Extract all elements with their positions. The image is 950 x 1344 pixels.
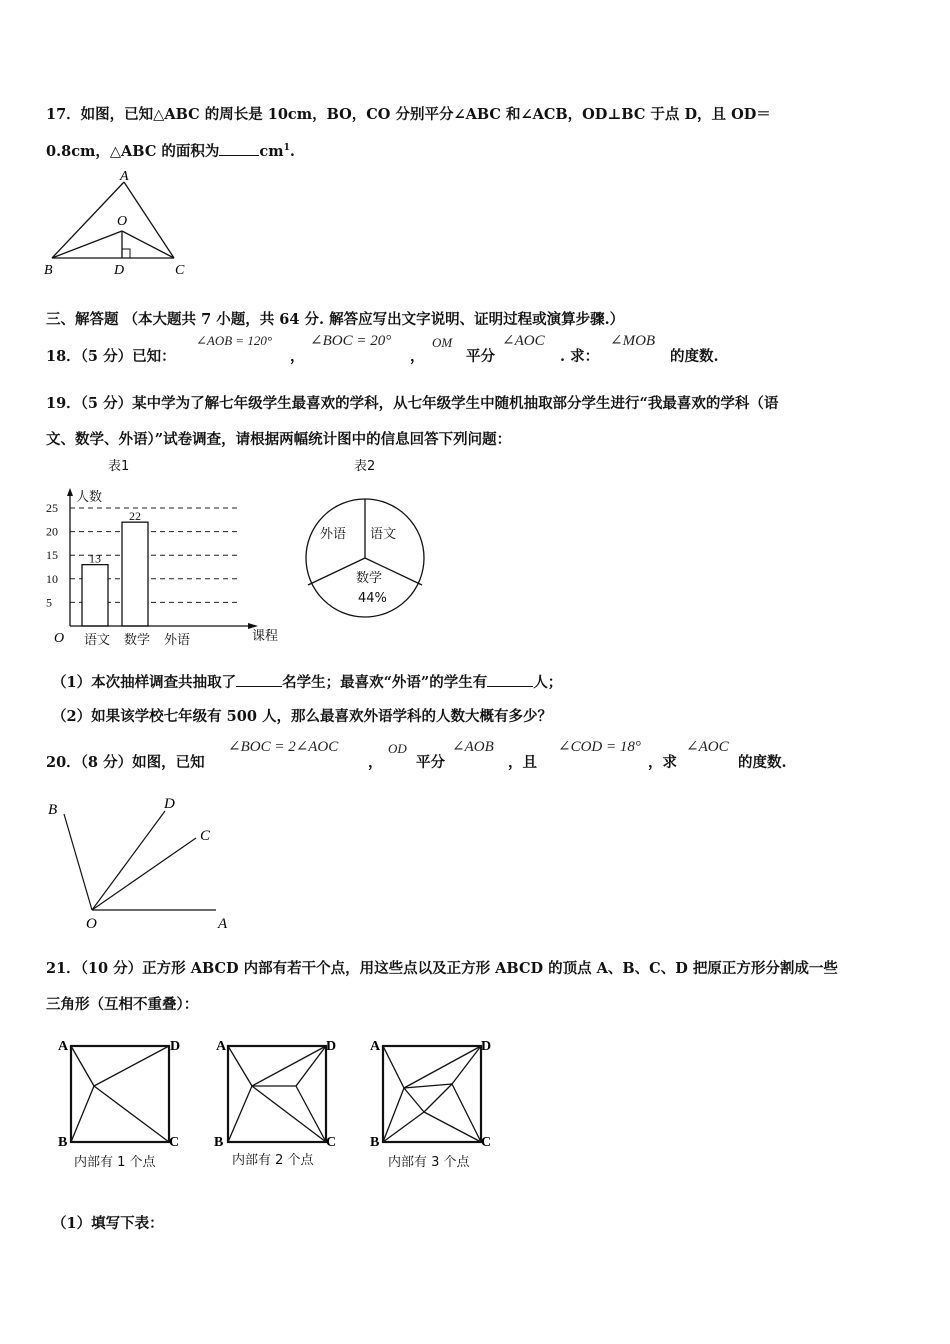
q19-sub1-a: （1）本次抽样调查共抽取了 xyxy=(52,674,237,691)
vertex-label-a: A xyxy=(370,1039,381,1054)
square-figure-1 xyxy=(56,1034,196,1174)
q18-angle-boc: ∠BOC = 20° xyxy=(310,333,392,349)
vertex-label-c: C xyxy=(169,1135,180,1150)
q19-sub1-c: 人； xyxy=(533,674,563,691)
y-axis-arrow-icon xyxy=(67,488,73,496)
bar xyxy=(82,565,108,626)
pie-chart xyxy=(300,452,440,624)
q18-sep2: ， xyxy=(410,348,425,365)
square-caption-1: 内部有 1 个点 xyxy=(74,1155,156,1170)
q20-angle-aob: ∠AOB xyxy=(452,739,494,755)
vertex-label-a: A xyxy=(216,1039,227,1054)
q19-line2: 文、数学、外语）”试卷调查，请根据两幅统计图中的信息回答下列问题： xyxy=(46,431,512,448)
q20-od: OD xyxy=(388,741,407,756)
q20-and: ，且 xyxy=(508,754,537,771)
vertex-label-b: B xyxy=(58,1135,68,1150)
q17-unit: cm xyxy=(259,143,284,160)
q20-angle-boc: ∠BOC = 2∠AOC xyxy=(228,739,339,755)
q20-find: ，求 xyxy=(648,754,677,771)
vertex-label-b: B xyxy=(44,263,53,278)
vertex-label-a: A xyxy=(120,169,129,184)
vertex-label-c: C xyxy=(175,263,185,278)
q17-triangle-figure xyxy=(40,168,200,280)
bar-value-label: 22 xyxy=(129,509,141,524)
vertex-label-b: B xyxy=(214,1135,224,1150)
q18-bisect: 平分 xyxy=(466,348,495,365)
square-figure-2 xyxy=(212,1034,352,1174)
vertex-label-c: C xyxy=(326,1135,337,1150)
q20-bisect: 平分 xyxy=(416,754,445,771)
vertex-label-d: D xyxy=(326,1039,337,1054)
point-label-o: O xyxy=(117,214,128,229)
q17-line1: 17．如图，已知△ABC 的周长是 10cm，BO，CO 分别平分∠ABC 和∠ACB，OD⊥BC 于点 D，且 OD＝ xyxy=(46,106,771,123)
vertex-label-o: O xyxy=(86,916,97,932)
q18-angle-aoc: ∠AOC xyxy=(502,333,545,349)
y-tick-label: 5 xyxy=(46,595,52,610)
q21-line1: 21．（10 分）正方形 ABCD 内部有若干个点，用这些点以及正方形 ABCD 的顶点 A、B、C、D 把原正方形分割成一些 xyxy=(46,960,838,977)
answer-blank xyxy=(236,672,282,687)
q20-angle-cod: ∠COD = 18° xyxy=(558,739,641,755)
pie-chart-title: 表2 xyxy=(354,459,376,474)
pie-label-waiyu: 外语 xyxy=(320,527,347,542)
x-tick-label: 外语 xyxy=(163,633,191,648)
bar xyxy=(122,522,148,626)
q19-sub1 xyxy=(52,671,562,692)
section-heading: 三、解答题 （本大题共 7 小题，共 64 分. 解答应写出文字说明、证明过程或演算步骤.） xyxy=(46,311,625,328)
ray-label-d: D xyxy=(164,796,175,812)
pie-label-shuxue: 数学 xyxy=(356,571,383,586)
q20-angle-aoc: ∠AOC xyxy=(686,739,729,755)
ray-label-a: A xyxy=(218,916,228,932)
pie-percent-shuxue: 44% xyxy=(358,591,387,606)
q17-end: . xyxy=(289,143,295,160)
vertex-label-d: D xyxy=(481,1039,492,1054)
x-tick-label: 语文 xyxy=(83,633,111,648)
q18-angle-mob: ∠MOB xyxy=(610,333,656,349)
q18-end: 的度数. xyxy=(670,348,719,365)
vertex-label-a: A xyxy=(58,1039,69,1054)
x-tick-label: 数学 xyxy=(123,633,151,648)
q18-sep1: ， xyxy=(290,348,305,365)
origin-label: O xyxy=(54,631,65,646)
q19-line1: 19．（5 分）某中学为了解七年级学生最喜欢的学科，从七年级学生中随机抽取部分学生进行“我最喜欢的学科（语 xyxy=(46,395,779,412)
q19-sub1-b: 名学生；最喜欢“外语”的学生有 xyxy=(282,674,488,691)
q18-angle-aob: ∠AOB = 120° xyxy=(196,333,273,348)
q20-end: 的度数. xyxy=(738,754,787,771)
q19-sub2: （2）如果该学校七年级有 500 人，那么最喜欢外语学科的人数大概有多少？ xyxy=(52,708,552,725)
q21-line2: 三角形（互相不重叠）： xyxy=(46,996,199,1013)
point-label-d: D xyxy=(114,263,125,278)
ray-label-b: B xyxy=(48,802,58,818)
q18-prefix: 18．（5 分）已知： xyxy=(46,348,176,365)
vertex-label-d: D xyxy=(170,1039,181,1054)
square-caption-2: 内部有 2 个点 xyxy=(232,1153,314,1168)
x-axis-label: 课程 xyxy=(252,629,279,644)
y-tick-label: 10 xyxy=(46,571,58,586)
q18-om: OM xyxy=(432,335,453,350)
answer-blank xyxy=(219,141,259,156)
y-tick-label: 15 xyxy=(46,548,58,563)
square-figure-3 xyxy=(368,1034,508,1174)
y-axis-label: 人数 xyxy=(76,490,103,505)
q20-sep1: ， xyxy=(368,754,383,771)
vertex-label-b: B xyxy=(370,1135,380,1150)
answer-blank xyxy=(487,672,533,687)
bar-value-label: 13 xyxy=(89,551,101,566)
q17-line2 xyxy=(46,140,295,161)
y-tick-label: 25 xyxy=(46,501,58,515)
q21-sub1: （1）填写下表： xyxy=(52,1215,164,1232)
q18-ask: . 求： xyxy=(560,348,600,365)
ray-label-c: C xyxy=(200,828,211,844)
q17-unit-sup: 1 xyxy=(283,143,290,154)
q20-prefix: 20．（8 分）如图，已知 xyxy=(46,754,205,771)
square-caption-3: 内部有 3 个点 xyxy=(388,1155,470,1170)
q17-line2-text: 0.8cm，△ABC 的面积为 xyxy=(46,143,220,160)
vertex-label-c: C xyxy=(481,1135,492,1150)
bar-chart-title: 表1 xyxy=(108,459,130,474)
y-tick-label: 20 xyxy=(46,524,58,539)
pie-label-yuwen: 语文 xyxy=(370,527,397,542)
q20-angle-figure xyxy=(40,790,240,935)
bar-chart xyxy=(36,452,296,652)
